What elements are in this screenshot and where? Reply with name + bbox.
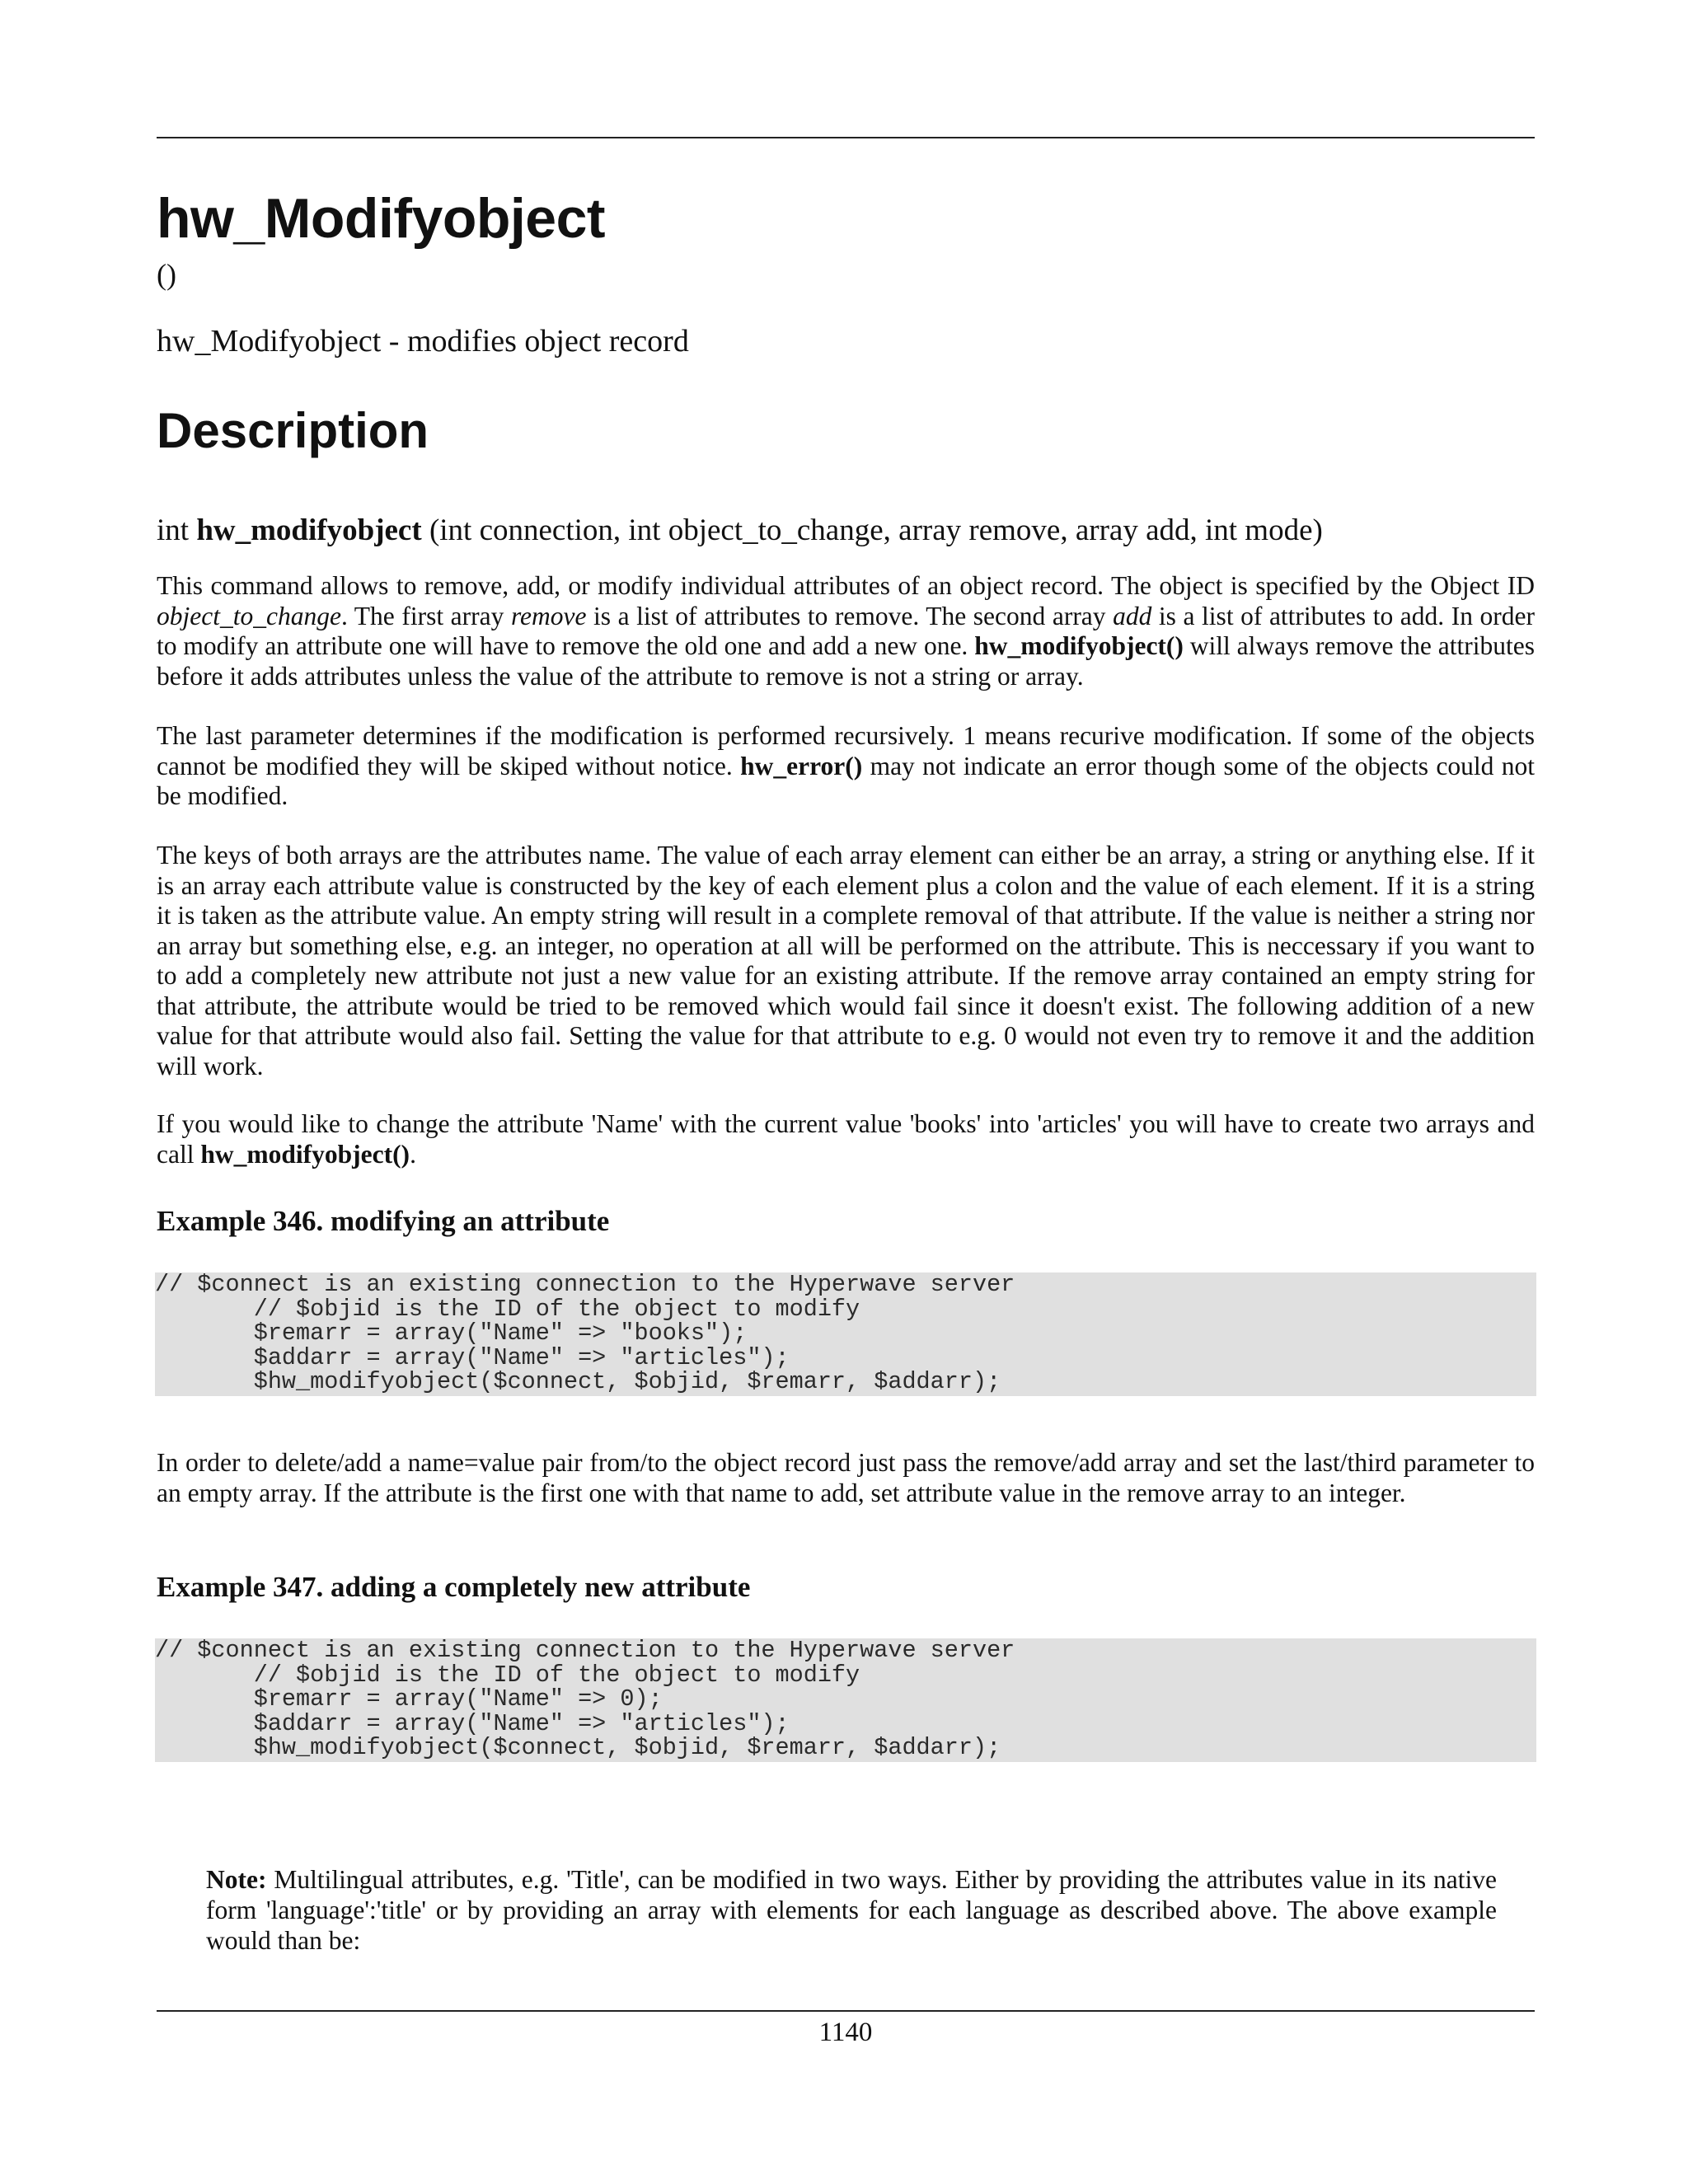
synopsis-params: (int connection, int object_to_change, array remove, array add, int mode)	[429, 513, 1323, 547]
paragraph-intro	[157, 571, 1535, 691]
text: is a list of attributes to remove. The second array	[586, 601, 1114, 630]
example-347-code	[155, 1638, 1536, 1762]
paragraph-delete-add: In order to delete/add a name=value pair from/to the object record just pass the remove/add array and set the last/third parameter to an empty array. If the attribute is the first one with that name to add, set attribute value in the remove array to an integer.	[157, 1448, 1535, 1507]
page-title: hw_Modifyobject	[157, 187, 606, 250]
function-synopsis	[157, 511, 1535, 551]
example-346-title: Example 346. modifying an attribute	[157, 1205, 610, 1237]
paragraph-change-name	[157, 1109, 1535, 1169]
code-line: $hw_modifyobject($connect, $objid, $remarr, $addarr);	[155, 1734, 1001, 1761]
note-text: Multilingual attributes, e.g. 'Title', can be modified in two ways. Either by providing the attributes value in its native form 'language':'title' or by providing an array with elements for each language as described above. The above example would than be:	[206, 1865, 1497, 1955]
text: This command allows to remove, add, or modify individual attributes of an object record. The object is specified by the Object ID	[157, 571, 1535, 600]
text: is a list of attributes to add. In order to modify an attribute one will have to remove the old one and add a new one.	[157, 601, 1536, 660]
bottom-rule	[157, 2010, 1535, 2012]
synopsis-return-type: int	[157, 513, 190, 547]
example-347-title: Example 347. adding a completely new attribute	[157, 1571, 751, 1603]
paragraph-recursive	[157, 721, 1535, 812]
code-line: // $connect is an existing connection to the Hyperwave server	[155, 1272, 1015, 1298]
note-label: Note:	[206, 1865, 267, 1894]
code-line: // $objid is the ID of the object to modify	[155, 1661, 860, 1689]
code-line: // $connect is an existing connection to the Hyperwave server	[155, 1638, 1015, 1664]
text: .	[410, 1139, 416, 1169]
text: will always remove the attributes before it adds attributes unless the value of the attribute to remove is not a string or array.	[157, 631, 1535, 691]
function-ref: hw_modifyobject()	[974, 631, 1184, 660]
paragraph-keys: The keys of both arrays are the attributes name. The value of each array element can either be an array, a string or anything else. If it is an array each attribute value is constructed by the key of each element plus a colon and the value of each element. If it is a string it is taken as the attribute value. An empty string will result in a complete removal of that attribute. If the value is neither a string nor an array but something else, e.g. an integer, no operation at all will be performed on the attribute. This is neccessary if you want to to add a completely new attribute not just a new value for an existing attribute. If the remove array contained an empty string for that attribute, the attribute would be tried to be removed which would fail since it doesn't exist. The following addition of a new value for that attribute would also fail. Setting the value for that attribute to e.g. 0 would not even try to remove it and the addition will work.	[157, 841, 1535, 1080]
text: The last parameter determines if the modification is performed recursively. 1 means recurive modification. If some of the objects cannot be modified they will be skiped without notice.	[157, 721, 1535, 780]
note-multilingual	[206, 1864, 1497, 1956]
code-line: $remarr = array("Name" => "books");	[155, 1319, 748, 1347]
top-rule	[157, 137, 1535, 138]
synopsis-function-name: hw_modifyobject	[196, 513, 422, 547]
title-parens: ()	[157, 258, 176, 291]
function-ref: hw_error()	[740, 751, 863, 780]
code-line: $addarr = array("Name" => "articles");	[155, 1709, 790, 1737]
param-add: add	[1113, 601, 1152, 630]
code-line: $remarr = array("Name" => 0);	[155, 1685, 663, 1713]
page-number: 1140	[818, 2018, 873, 2047]
text: . The first array	[340, 601, 511, 630]
example-346-code	[155, 1272, 1536, 1396]
function-ref: hw_modifyobject()	[200, 1139, 410, 1169]
param-remove: remove	[510, 601, 587, 630]
refname-line: hw_Modifyobject - modifies object record	[157, 324, 689, 359]
code-line: $addarr = array("Name" => "articles");	[155, 1343, 790, 1371]
description-heading: Description	[157, 403, 429, 458]
document-page	[157, 0, 1535, 2184]
code-line: // $objid is the ID of the object to modify	[155, 1295, 860, 1323]
code-line: $hw_modifyobject($connect, $objid, $remarr, $addarr);	[155, 1368, 1001, 1395]
param-object-to-change: object_to_change	[157, 601, 341, 630]
text: may not indicate an error though some of the objects could not be modified.	[157, 751, 1535, 810]
text: If you would like to change the attribute 'Name' with the current value 'books' into 'articles' you will have to create two arrays and call	[157, 1109, 1535, 1169]
